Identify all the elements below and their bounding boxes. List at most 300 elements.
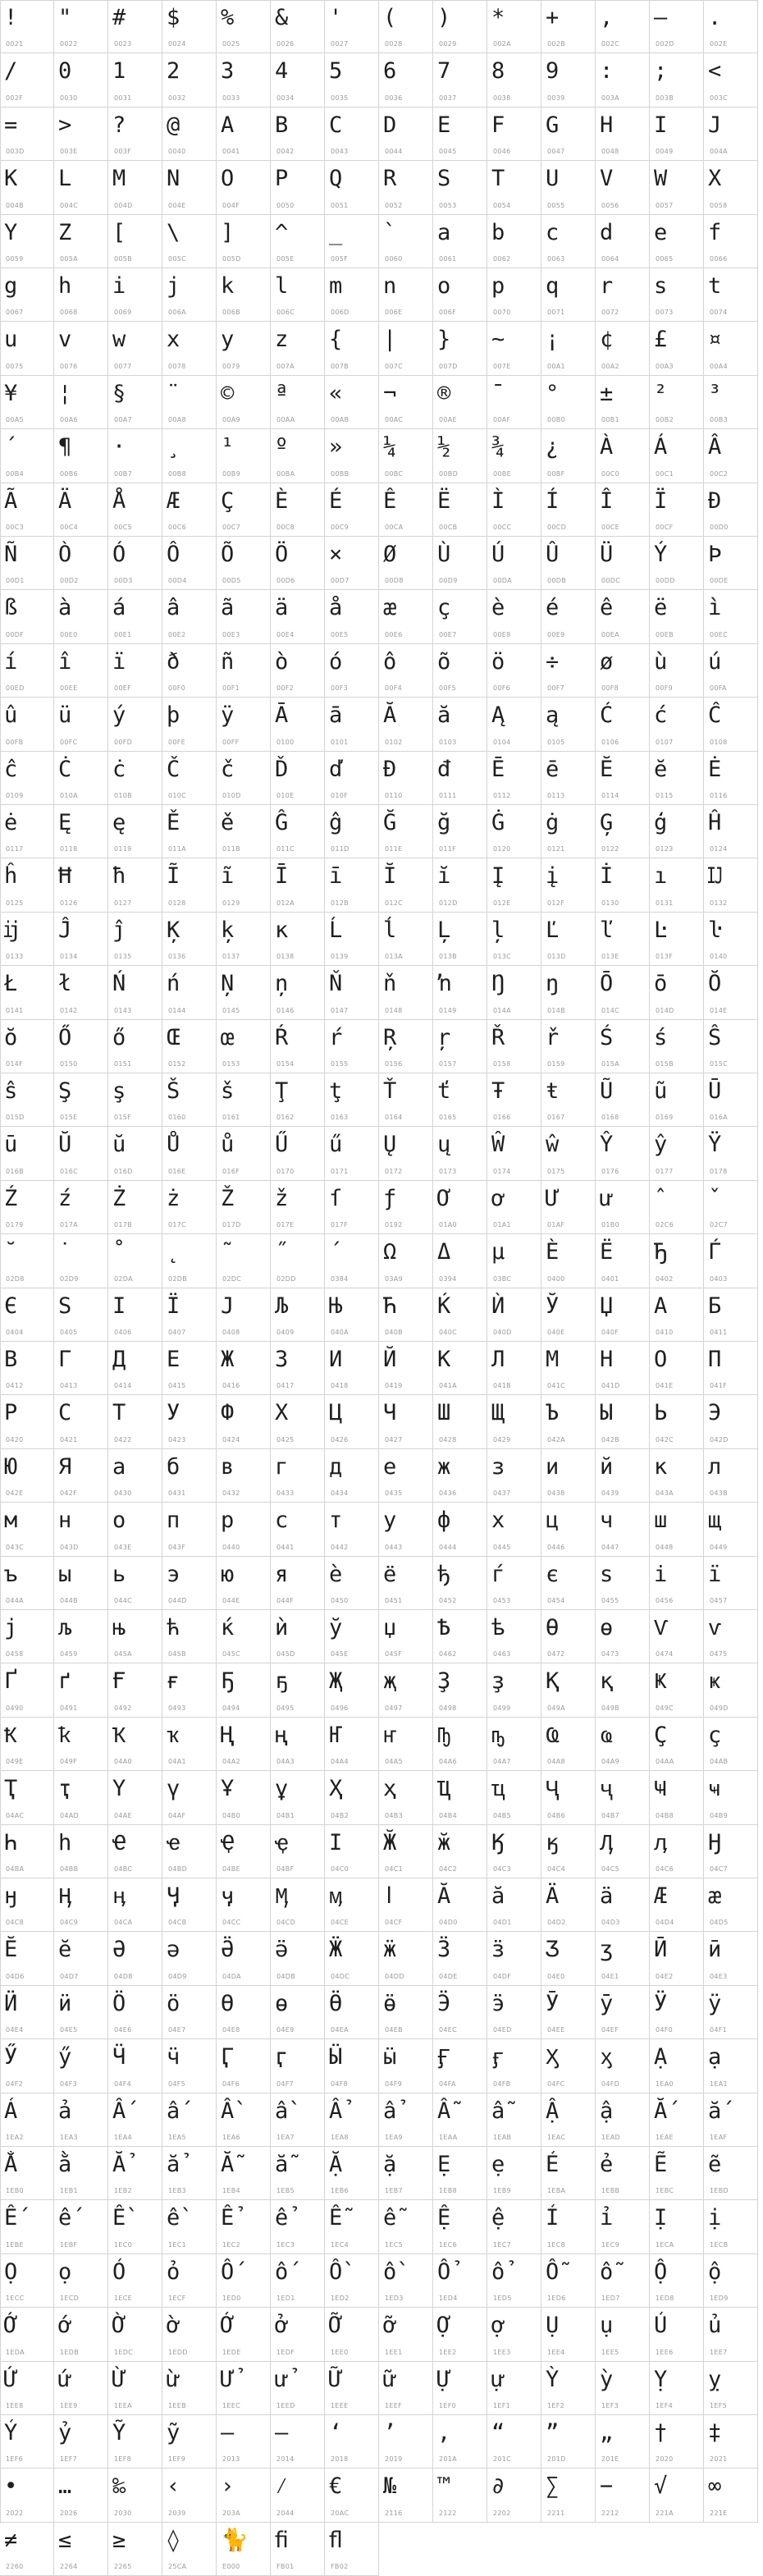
glyph-cell [379, 376, 433, 429]
glyph-codepoint: 1EAF [710, 2134, 728, 2141]
glyph-sample: ’ [383, 2420, 397, 2446]
glyph-cell [487, 2308, 541, 2362]
glyph-cell [0, 1020, 54, 1073]
glyph-codepoint: 015D [6, 1114, 25, 1121]
glyph-codepoint: 00CD [547, 524, 567, 531]
glyph-sample: Ù [437, 542, 451, 567]
glyph-codepoint: 04D6 [6, 1973, 25, 1980]
glyph-cell [433, 2093, 487, 2147]
glyph-cell [379, 53, 433, 108]
glyph-codepoint: 04DA [222, 1973, 241, 1980]
glyph-cell [650, 1342, 704, 1395]
glyph-cell [433, 2468, 487, 2523]
glyph-cell [433, 590, 487, 644]
glyph-cell [0, 2308, 54, 2362]
glyph-codepoint: 1EA4 [114, 2134, 132, 2141]
glyph-codepoint: 0036 [385, 94, 403, 102]
glyph-sample: ү [167, 1776, 180, 1801]
glyph-cell [325, 2415, 379, 2468]
glyph-codepoint: 0463 [493, 1650, 511, 1658]
glyph-cell [271, 268, 325, 322]
glyph-cell [379, 2468, 433, 2523]
glyph-cell [650, 215, 704, 268]
glyph-codepoint: 0026 [276, 40, 295, 48]
glyph-codepoint: 002F [6, 94, 24, 102]
glyph-codepoint: 0175 [547, 1168, 565, 1175]
glyph-cell [541, 1449, 596, 1503]
glyph-cell [541, 1878, 596, 1932]
glyph-cell [487, 1395, 541, 1449]
glyph-cell [650, 2308, 704, 2362]
glyph-cell [108, 2093, 162, 2147]
glyph-sample: j [167, 273, 180, 299]
glyph-cell [379, 1342, 433, 1395]
glyph-cell [704, 1181, 758, 1234]
glyph-sample: Ū [708, 1078, 722, 1104]
glyph-sample: Ŀ [654, 917, 668, 943]
glyph-sample: Ủ [654, 2313, 668, 2338]
glyph-sample: Ō [600, 971, 614, 996]
glyph-sample: ò [275, 649, 289, 675]
glyph-codepoint: 049A [547, 1704, 565, 1712]
glyph-codepoint: 2022 [6, 2510, 24, 2517]
glyph-sample: @ [167, 112, 180, 138]
glyph-codepoint: 007A [276, 363, 295, 370]
glyph-sample: Ї [167, 1293, 180, 1319]
glyph-cell [325, 2039, 379, 2093]
glyph-cell [217, 1663, 271, 1718]
glyph-codepoint: 0150 [60, 1060, 78, 1068]
glyph-cell [704, 1663, 758, 1718]
glyph-cell [650, 1771, 704, 1825]
glyph-codepoint: 04D5 [710, 1919, 729, 1926]
glyph-sample: Ŗ [383, 1025, 397, 1050]
glyph-cell [650, 966, 704, 1020]
glyph-codepoint: 0493 [168, 1704, 186, 1712]
glyph-codepoint: 015A [601, 1060, 619, 1068]
glyph-cell [271, 858, 325, 913]
glyph-sample: ¦ [58, 381, 72, 406]
glyph-codepoint: 0077 [114, 363, 132, 370]
glyph-cell [487, 2362, 541, 2415]
glyph-sample: ợ [491, 2313, 505, 2338]
glyph-codepoint: 00DB [547, 577, 567, 584]
glyph-codepoint: 0115 [656, 792, 674, 799]
glyph-codepoint: 0100 [276, 739, 295, 746]
glyph-cell [487, 429, 541, 483]
glyph-codepoint: 00D1 [6, 577, 25, 584]
glyph-codepoint: 0046 [493, 148, 511, 155]
glyph-cell [541, 2039, 596, 2093]
glyph-sample: ề [167, 2205, 180, 2231]
glyph-codepoint: 0064 [601, 255, 619, 263]
glyph-sample: ı [654, 863, 668, 889]
glyph-sample: Ữ [329, 2367, 343, 2392]
glyph-cell [54, 1181, 108, 1234]
glyph-sample: Ь [654, 1400, 668, 1425]
glyph-codepoint: 0422 [114, 1436, 132, 1444]
glyph-cell [487, 1127, 541, 1181]
glyph-codepoint: 04EF [601, 2026, 619, 2034]
glyph-codepoint: 0428 [439, 1436, 457, 1444]
glyph-codepoint: 00E0 [60, 631, 78, 638]
glyph-sample: x [167, 327, 180, 352]
glyph-codepoint: 00E8 [493, 631, 511, 638]
glyph-cell [433, 644, 487, 698]
glyph-cell [325, 1127, 379, 1181]
glyph-codepoint: 1EC0 [114, 2241, 133, 2249]
glyph-sample: ӷ [275, 2044, 289, 2070]
glyph-codepoint: 0148 [385, 1007, 403, 1014]
glyph-cell [433, 429, 487, 483]
glyph-cell [325, 1610, 379, 1663]
glyph-codepoint: 04B8 [656, 1812, 674, 1819]
glyph-sample: g [4, 273, 18, 299]
glyph-sample: Ē [491, 757, 505, 782]
glyph-sample: Á [654, 434, 668, 460]
glyph-sample: ҟ [58, 1723, 72, 1748]
glyph-cell [108, 2415, 162, 2468]
glyph-sample: ӵ [167, 2044, 180, 2070]
glyph-sample: ӑ [491, 1883, 505, 1909]
glyph-cell [271, 2147, 325, 2200]
glyph-cell [108, 53, 162, 108]
glyph-sample: Ӈ [708, 1830, 722, 1855]
glyph-sample: „ [600, 2420, 614, 2446]
glyph-codepoint: 0147 [331, 1007, 349, 1014]
glyph-cell [650, 161, 704, 215]
glyph-cell [0, 0, 54, 53]
glyph-cell [162, 1449, 217, 1503]
glyph-codepoint: 00EF [114, 684, 132, 692]
glyph-cell [54, 644, 108, 698]
glyph-sample: Ҝ [654, 1668, 668, 1694]
glyph-cell [433, 161, 487, 215]
glyph-sample: Å [112, 488, 126, 514]
glyph-codepoint: 04EB [385, 2026, 403, 2034]
glyph-codepoint: 2030 [114, 2510, 132, 2517]
glyph-cell [325, 1986, 379, 2039]
glyph-sample: M [112, 166, 126, 191]
glyph-sample: ² [654, 381, 668, 406]
glyph-cell [0, 2147, 54, 2200]
glyph-cell [108, 1234, 162, 1288]
glyph-sample: ӆ [654, 1830, 668, 1855]
glyph-codepoint: 00B8 [168, 470, 186, 478]
glyph-codepoint: 04DC [331, 1973, 350, 1980]
glyph-cell [596, 108, 650, 161]
glyph-codepoint: 0166 [493, 1114, 511, 1121]
glyph-sample: ā [329, 702, 343, 728]
glyph-codepoint: 0045 [439, 148, 457, 155]
glyph-codepoint: 1EB6 [331, 2187, 349, 2194]
glyph-codepoint: 0384 [331, 1275, 349, 1283]
glyph-cell [0, 1610, 54, 1663]
glyph-codepoint: 20AC [331, 2510, 350, 2517]
glyph-codepoint: 0408 [222, 1329, 240, 1336]
glyph-sample: Ỗ [546, 2259, 560, 2285]
glyph-sample: ằ [58, 2152, 72, 2177]
glyph-sample: ¤ [708, 327, 722, 352]
glyph-codepoint: 00DD [656, 577, 675, 584]
glyph-sample: ļ [491, 917, 505, 943]
glyph-cell [54, 1986, 108, 2039]
glyph-sample: Ỏ [112, 2259, 126, 2285]
glyph-codepoint: 0413 [60, 1382, 78, 1389]
glyph-codepoint: 041B [493, 1382, 511, 1389]
glyph-cell [379, 0, 433, 53]
glyph-codepoint: 006E [385, 309, 403, 316]
glyph-codepoint: 0499 [493, 1704, 511, 1712]
glyph-sample: і [654, 1562, 668, 1587]
glyph-sample: ѳ [600, 1615, 614, 1640]
glyph-cell [217, 805, 271, 858]
glyph-codepoint: 0125 [6, 899, 24, 907]
glyph-cell [54, 376, 108, 429]
glyph-codepoint: 1EBC [656, 2187, 674, 2194]
glyph-sample: г [275, 1454, 289, 1480]
glyph-cell [650, 2093, 704, 2147]
glyph-codepoint: 0110 [385, 792, 403, 799]
glyph-sample: ừ [167, 2367, 180, 2392]
glyph-cell [704, 1878, 758, 1932]
glyph-codepoint: 1EE5 [601, 2349, 619, 2356]
glyph-codepoint: 0419 [385, 1382, 403, 1389]
glyph-codepoint: 011A [168, 845, 186, 853]
glyph-sample: ' [329, 5, 343, 30]
glyph-cell [108, 1878, 162, 1932]
glyph-codepoint: 00F4 [385, 684, 403, 692]
glyph-sample: { [329, 327, 343, 352]
glyph-cell [271, 1181, 325, 1234]
glyph-codepoint: 0124 [710, 845, 728, 853]
glyph-cell [433, 805, 487, 858]
glyph-cell [650, 1449, 704, 1503]
glyph-codepoint: 011C [276, 845, 295, 853]
glyph-cell [162, 1986, 217, 2039]
glyph-codepoint: 1ECF [168, 2295, 186, 2302]
glyph-codepoint: 2021 [710, 2455, 728, 2463]
glyph-codepoint: 0074 [710, 309, 728, 316]
glyph-codepoint: 1EAE [656, 2134, 674, 2141]
glyph-codepoint: 03A9 [385, 1275, 403, 1283]
glyph-codepoint: 015C [710, 1060, 729, 1068]
glyph-sample: Ґ [4, 1668, 18, 1694]
glyph-sample: Ĝ [275, 810, 289, 835]
glyph-sample: Ờ [112, 2313, 126, 2338]
glyph-sample: ³ [708, 381, 722, 406]
glyph-cell [541, 1020, 596, 1073]
glyph-cell [0, 2093, 54, 2147]
glyph-cell [596, 1878, 650, 1932]
glyph-sample: қ [600, 1668, 614, 1694]
glyph-cell [596, 858, 650, 913]
glyph-sample: ũ [654, 1078, 668, 1104]
glyph-sample: Ę [58, 810, 72, 835]
glyph-sample: ÷ [546, 649, 560, 675]
glyph-codepoint: 1EB7 [385, 2187, 403, 2194]
glyph-cell [108, 376, 162, 429]
glyph-codepoint: 04F3 [60, 2080, 78, 2088]
glyph-sample: ņ [275, 971, 289, 996]
glyph-cell [162, 268, 217, 322]
glyph-sample: ť [437, 1078, 451, 1104]
glyph-sample: ī [329, 863, 343, 889]
glyph-sample: Ċ [58, 757, 72, 782]
glyph-cell [162, 1181, 217, 1234]
glyph-codepoint: 040C [439, 1329, 458, 1336]
glyph-codepoint: 0022 [60, 40, 78, 48]
glyph-sample: м [4, 1508, 18, 1533]
glyph-codepoint: 04D8 [114, 1973, 133, 1980]
glyph-sample: Ử [221, 2367, 235, 2392]
glyph-sample: Ệ [437, 2205, 451, 2231]
glyph-sample: ӝ [383, 1937, 397, 1962]
glyph-sample: b [491, 220, 505, 245]
glyph-codepoint: 0427 [385, 1436, 403, 1444]
glyph-codepoint: 1ECC [6, 2295, 25, 2302]
glyph-cell [54, 268, 108, 322]
glyph-sample: Ą [491, 702, 505, 728]
glyph-cell [596, 53, 650, 108]
glyph-sample: } [437, 327, 451, 352]
glyph-cell [704, 2415, 758, 2468]
glyph-cell [379, 752, 433, 805]
glyph-cell [379, 2362, 433, 2415]
glyph-codepoint: 0133 [6, 953, 24, 960]
glyph-cell [650, 268, 704, 322]
glyph-codepoint: 0491 [60, 1704, 78, 1712]
glyph-sample: ң [275, 1723, 289, 1748]
glyph-codepoint: 0165 [439, 1114, 457, 1121]
glyph-cell [541, 2468, 596, 2523]
glyph-codepoint: 0052 [385, 202, 403, 209]
glyph-codepoint: 1ECD [60, 2295, 80, 2302]
glyph-sample: Ï [654, 488, 668, 514]
glyph-sample: ª [275, 381, 289, 406]
glyph-sample: Ỡ [329, 2313, 343, 2338]
glyph-codepoint: 04F6 [222, 2080, 240, 2088]
glyph-codepoint: FB02 [331, 2563, 349, 2570]
glyph-sample: Н [600, 1347, 614, 1372]
glyph-cell [541, 161, 596, 215]
glyph-codepoint: 1EAD [601, 2134, 620, 2141]
glyph-cell [596, 537, 650, 590]
glyph-codepoint: 0048 [601, 148, 619, 155]
glyph-cell [162, 2200, 217, 2254]
glyph-cell [217, 913, 271, 966]
glyph-codepoint: 0407 [168, 1329, 186, 1336]
glyph-sample: ỷ [58, 2420, 72, 2446]
glyph-codepoint: 0109 [6, 792, 24, 799]
glyph-cell [217, 1181, 271, 1234]
glyph-codepoint: 0137 [222, 953, 240, 960]
glyph-cell [541, 483, 596, 537]
glyph-sample: / [4, 58, 18, 84]
glyph-sample: X [708, 166, 722, 191]
glyph-sample: ¨ [167, 381, 180, 406]
glyph-codepoint: 0429 [493, 1436, 511, 1444]
glyph-cell [487, 2468, 541, 2523]
glyph-sample: ‘ [329, 2420, 343, 2446]
glyph-sample: ŏ [4, 1025, 18, 1050]
glyph-cell [0, 268, 54, 322]
glyph-codepoint: 049E [6, 1758, 24, 1765]
glyph-sample: Ů [167, 1132, 180, 1157]
glyph-sample: ˆ [654, 1186, 668, 1211]
glyph-codepoint: 201D [547, 2455, 566, 2463]
glyph-cell [162, 1771, 217, 1825]
glyph-sample: đ [437, 757, 451, 782]
glyph-sample: ∞ [708, 2473, 722, 2499]
glyph-cell [162, 1825, 217, 1878]
glyph-sample: Â [708, 434, 722, 460]
glyph-sample: Ҧ [437, 1723, 451, 1748]
glyph-cell [162, 2093, 217, 2147]
glyph-codepoint: 0152 [168, 1060, 186, 1068]
glyph-cell [704, 161, 758, 215]
glyph-codepoint: 00CA [385, 524, 404, 531]
glyph-codepoint: 0417 [276, 1382, 295, 1389]
glyph-codepoint: 00C8 [276, 524, 295, 531]
glyph-cell [325, 858, 379, 913]
glyph-sample: ĕ [654, 757, 668, 782]
glyph-cell [379, 483, 433, 537]
glyph-codepoint: 04A6 [439, 1758, 457, 1765]
glyph-cell [379, 1020, 433, 1073]
glyph-codepoint: 2116 [385, 2510, 403, 2517]
glyph-codepoint: 0135 [114, 953, 132, 960]
glyph-sample: y [221, 327, 235, 352]
glyph-sample: J [708, 112, 722, 138]
glyph-sample: İ [600, 863, 614, 889]
glyph-sample: Ä [58, 488, 72, 514]
glyph-sample: ß [4, 595, 18, 620]
glyph-cell [162, 1610, 217, 1663]
glyph-sample: ˝ [275, 1239, 289, 1265]
glyph-cell [379, 537, 433, 590]
glyph-sample: Œ [167, 1025, 180, 1050]
glyph-codepoint: 00A9 [222, 416, 240, 423]
glyph-sample: ū [4, 1132, 18, 1157]
glyph-cell [162, 1878, 217, 1932]
glyph-sample: Ŕ [275, 1025, 289, 1050]
glyph-sample: Ã [4, 488, 18, 514]
glyph-codepoint: 1EE9 [60, 2402, 78, 2409]
glyph-codepoint: 00A4 [710, 363, 728, 370]
glyph-sample: Ţ [275, 1078, 289, 1104]
glyph-codepoint: 044D [168, 1597, 187, 1604]
glyph-codepoint: 00E7 [439, 631, 457, 638]
glyph-cell [379, 429, 433, 483]
glyph-cell [704, 805, 758, 858]
glyph-cell [162, 913, 217, 966]
glyph-codepoint: 0418 [331, 1382, 349, 1389]
glyph-cell [541, 966, 596, 1020]
glyph-cell [487, 1718, 541, 1771]
glyph-cell [271, 1020, 325, 1073]
glyph-codepoint: 004E [168, 202, 186, 209]
glyph-cell [487, 966, 541, 1020]
glyph-sample: ụ [600, 2313, 614, 2338]
glyph-sample: ỵ [708, 2367, 722, 2392]
glyph-codepoint: 04EE [547, 2026, 565, 2034]
glyph-codepoint: 1ED5 [493, 2295, 512, 2302]
glyph-cell [54, 1395, 108, 1449]
glyph-codepoint: 043C [6, 1544, 25, 1551]
glyph-cell [162, 108, 217, 161]
glyph-sample: … [58, 2473, 72, 2499]
